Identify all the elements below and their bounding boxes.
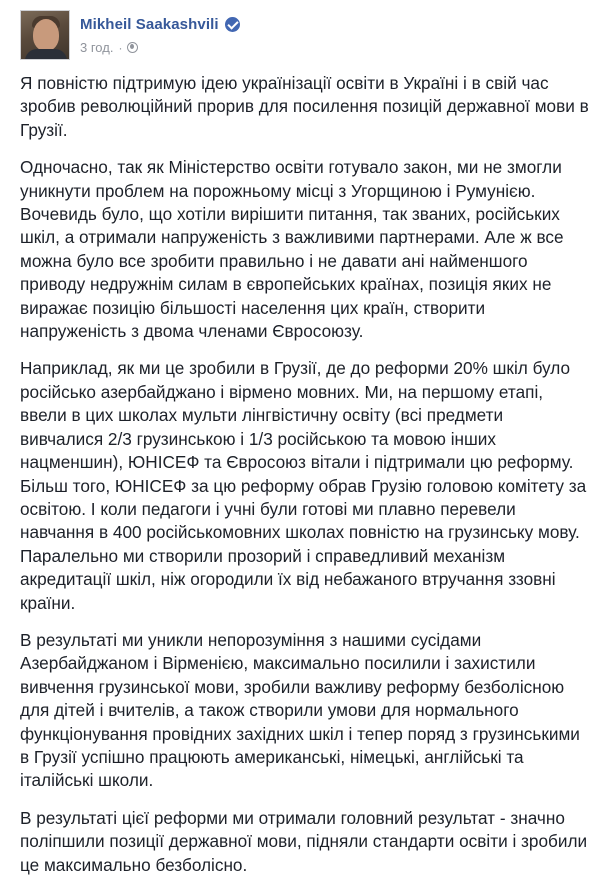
post-timestamp[interactable]: 3 год. (80, 40, 114, 55)
avatar[interactable] (20, 10, 70, 60)
post-meta (80, 14, 240, 55)
globe-icon[interactable] (127, 42, 138, 53)
post-paragraph: В результаті ми уникли непорозуміння з нашими сусідами Азербайджаном і Вірменією, максимально посилили і захистили вивчення грузинської мови, зробили важливу реформу безболісною для дітей і вчителів, а також створили умови для нормального функціонування провідних західних шкіл і тепер поряд з грузинськими в Грузії успішно працюють американські, німецькі, англійські та італійські школи. (20, 629, 580, 791)
post-text (20, 72, 590, 891)
author-name[interactable]: Mikheil Saakashvili (80, 15, 219, 33)
post-paragraph: Я повністю підтримую ідею українізації освіти в Україні і в свій час зробив революційний прорив для посилення позицій державної мови в Грузії. (20, 73, 589, 140)
post-subline (80, 40, 240, 55)
avatar-suit (25, 49, 67, 60)
post-paragraph: Одночасно, так як Міністерство освіти готувало закон, ми не змогли уникнути проблем на порожньому місці з Угорщиною і Румунією. Вочевидь було, що хотіли вирішити питання, так званих, російських шкіл, а отримали напруженість з важливими партнерами. Але ж все можна було все зробити правильно і не давати ані найменшого приводу недружнім силам в європейських країнах, позиція яких не виражає позицію більшості населення цих країн, створити напруженість з двома членами Євросоюзу. (20, 157, 564, 342)
post-header (20, 10, 240, 62)
verified-check-icon (225, 17, 240, 32)
dot-separator: · (118, 40, 123, 55)
name-row (80, 14, 240, 34)
post-paragraph: Наприклад, як ми це зробили в Грузії, де до реформи 20% шкіл було російсько азербайджано і вірмено мовних. Ми, на першому етапі, ввели в цих школах мульти лінгвістичну освіту (всі предмети вивчалися 2/3 грузинською і 1/3 російською та мовою інших нацменшин), ЮНІСЕФ та Євросоюз вітали і підтримали цю реформу. Більш того, ЮНІСЕФ за цю реформу обрав Грузію головою комітету за освітою. І коли педагоги і учні були готові ми плавно перевели навчання в 400 російськомовних школах повністю на грузинську мову. Паралельно ми створили прозорий і справедливий механізм акредитації шкіл, ніж огородили їх від небажаного втручання ззовні країни. (20, 358, 587, 613)
avatar-face (33, 19, 59, 51)
post-paragraph: В результаті цієї реформи ми отримали головний результат - значно поліпшили позиції державної мови, підняли стандарти освіти і зробили це максимально безболісно. (20, 807, 588, 875)
